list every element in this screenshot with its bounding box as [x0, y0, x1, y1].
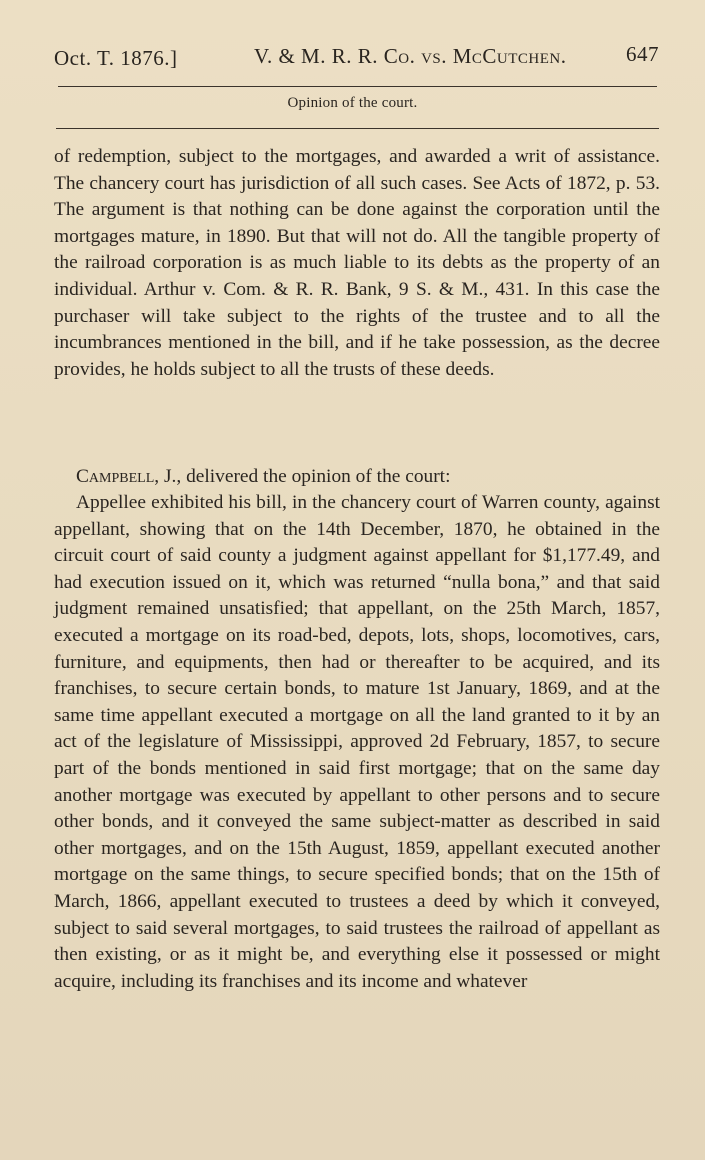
paragraph-opinion-body: Appellee exhibited his bill, in the chancery court of Warren county, against appellant, showing that on the 14th December, 1870, he obtained in the circuit court of said county a judgment against appellant for $1,177.49, and had execution issued on it, which was returned “nulla bona,” and that said judgment remained unsatisfied; that appellant, on the 25th March, 1857, executed a mortgage on its road-bed, depots, lots, shops, locomotives, cars, furniture, and equipments, then had or thereafter to be acquired, and its franchises, to secure certain bonds, to mature 1st January, 1869, and at the same time appellant executed a mortgage on all the land granted to it by an act of the legislature of Mississippi, approved 2d February, 1857, to secure part of the bonds mentioned in said first mortgage; that on the same day another mortgage was executed by appellant to other persons and to secure other bonds, and it conveyed the same subject-matter as described in said other mortgages, and on the 15th August, 1859, appellant executed another mortgage on the same things, to secure specified bonds; that on the 15th of March, 1866, appellant executed to trustees a deed by which it conveyed, subject to said several mortgages, to said trustees the railroad of appellant as then existing, or as it might be, and everything else it possessed or might acquire, including its franchises and its income and whatever	[54, 492, 660, 992]
judge-name: Campbell	[76, 466, 155, 487]
paragraph-argument: of redemption, subject to the mortgages, and awarded a writ of assistance. The chancery court has jurisdiction of all such cases. See Acts of 1872, p. 53. The argument is that nothing can be done against the corporation until the mortgages mature, in 1890. But that will not do. All the tangible property of the railroad corporation is as much liable to its debts as the property of an individual. Arthur v. Com. & R. R. Bank, 9 S. & M., 431. In this case the purchaser will take subject to the rights of the trustee and to all the incumbrances mentioned in the bill, and if he take possession, as the decree provides, he holds subject to all the trusts of these deeds.	[54, 146, 660, 380]
term-label: Oct. T. 1876.]	[54, 46, 178, 70]
header-rule-bottom	[56, 128, 659, 129]
page-number: 647	[626, 42, 659, 66]
section-subheader: Opinion of the court.	[287, 95, 418, 111]
paragraph-opinion-intro	[54, 464, 660, 491]
case-caption-text: V. & M. R. R. Co. vs. McCutchen.	[254, 44, 567, 68]
opinion-intro-text: , J., delivered the opinion of the court:	[154, 466, 451, 487]
header-rule-top	[58, 86, 657, 87]
running-header	[54, 42, 659, 74]
case-caption	[254, 44, 567, 69]
